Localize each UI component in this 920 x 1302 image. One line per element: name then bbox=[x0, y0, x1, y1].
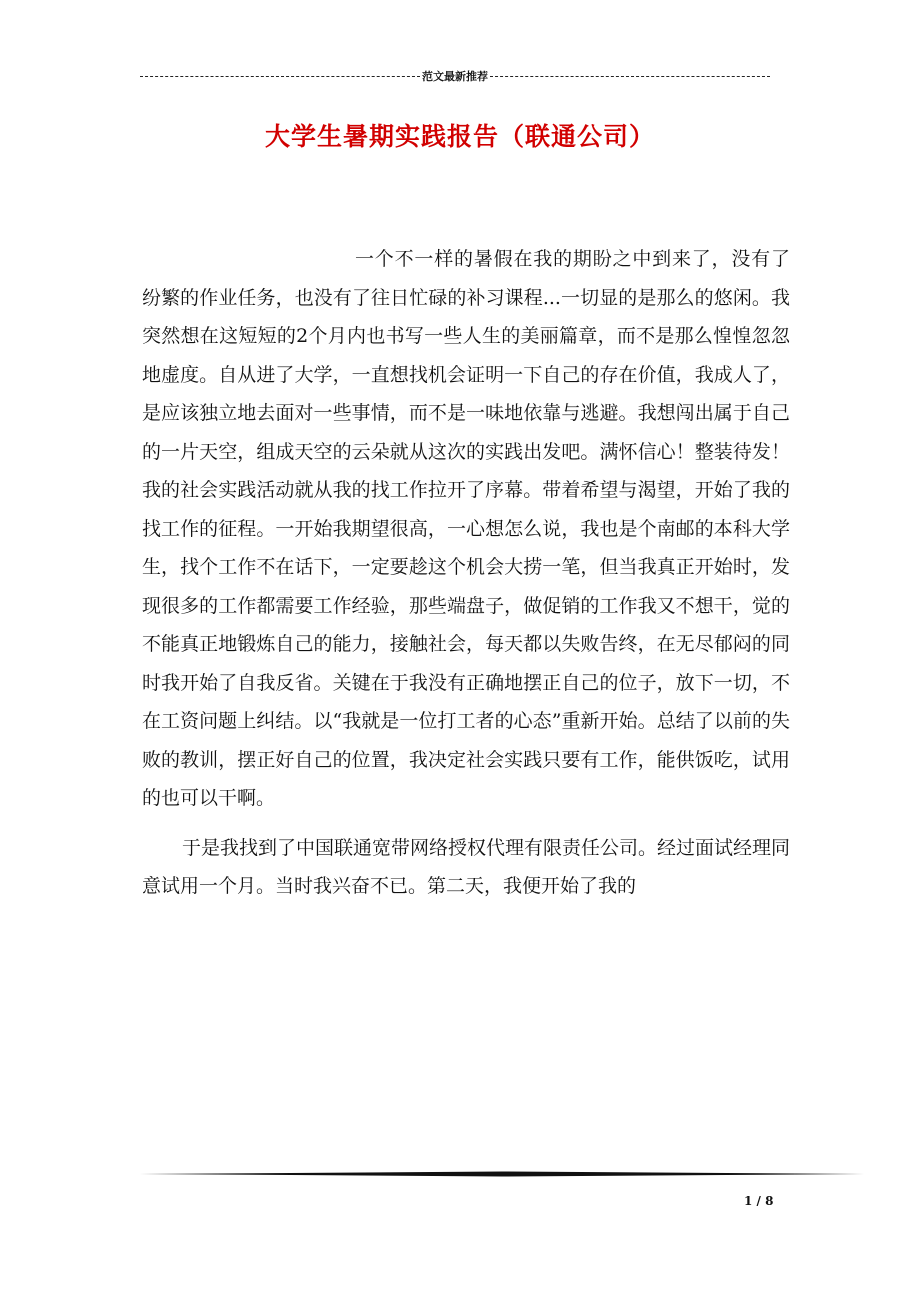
footer-rule bbox=[140, 1170, 864, 1178]
document-body bbox=[142, 240, 790, 906]
paragraph: 一个不一样的暑假在我的期盼之中到来了，没有了纷繁的作业任务，也没有了往日忙碌的补习课程...一切显的是那么的悠闲。我突然想在这短短的2个月内也书写一些人生的美丽篇章，而不是那么惶惶忽忽地虚度。自从进了大学，一直想找机会证明一下自己的存在价值，我成人了，是应该独立地去面对一些事情，而不是一味地依靠与逃避。我想闯出属于自己的一片天空，组成天空的云朵就从这次的实践出发吧。满怀信心！整装待发！我的社会实践活动就从我的找工作拉开了序幕。带着希望与渴望，开始了我的找工作的征程。一开始我期望很高，一心想怎么说，我也是个南邮的本科大学生，找个工作不在话下，一定要趁这个机会大捞一笔，但当我真正开始时，发现很多的工作都需要工作经验，那些端盘子，做促销的工作我又不想干，觉的不能真正地锻炼自己的能力，接触社会，每天都以失败告终，在无尽郁闷的同时我开始了自我反省。关键在于我没有正确地摆正自己的位子，放下一切，不在工资问题上纠结。以“我就是一位打工者的心态”重新开始。总结了以前的失败的教训，摆正好自己的位置，我决定社会实践只要有工作，能供饭吃，试用的也可以干啊。 bbox=[142, 248, 790, 809]
header-rule bbox=[140, 68, 770, 84]
paragraph: 于是我找到了中国联通宽带网络授权代理有限责任公司。经过面试经理同意试用一个月。当时我兴奋不已。第二天，我便开始了我的 bbox=[142, 836, 791, 897]
footer-rule-line bbox=[140, 1170, 864, 1178]
header-dash-left bbox=[140, 76, 420, 77]
header-label: 范文最新推荐 bbox=[422, 70, 488, 83]
page-number: 1 / 8 bbox=[744, 1194, 774, 1208]
document-title: 大学生暑期实践报告（联通公司） bbox=[264, 122, 655, 151]
header-dash-right bbox=[490, 76, 770, 77]
